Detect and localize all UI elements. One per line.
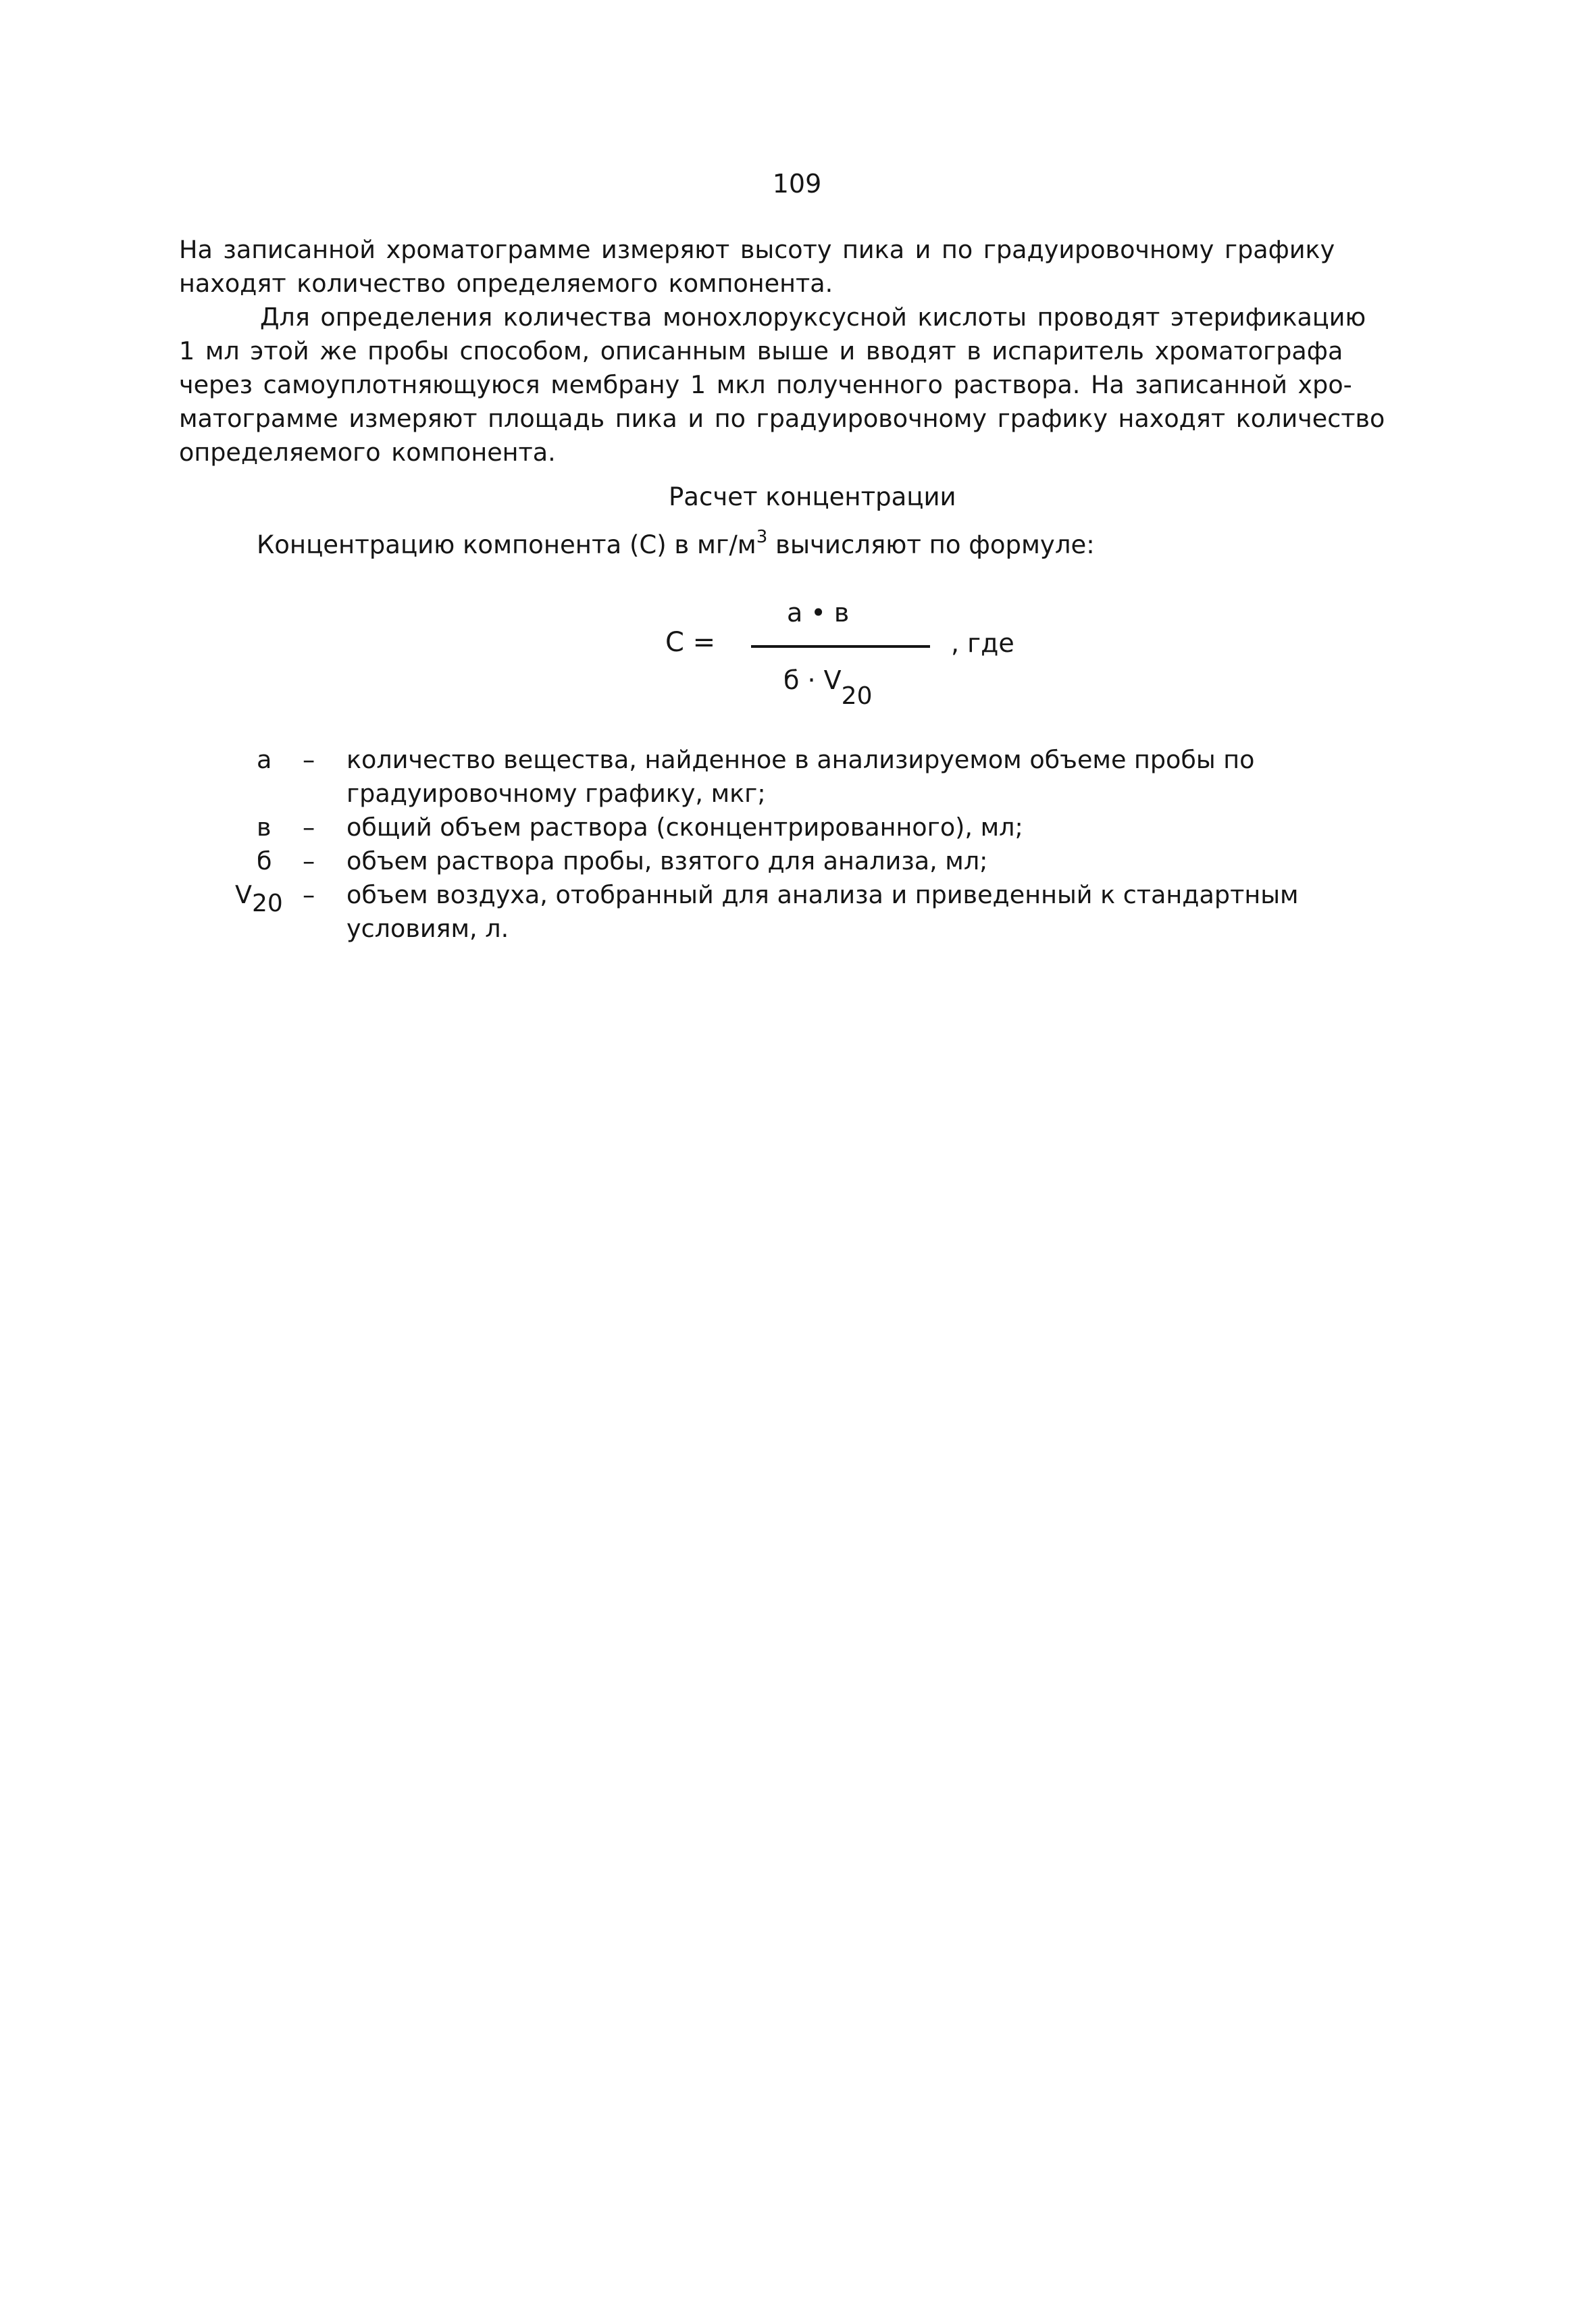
page-number: 109 bbox=[772, 169, 822, 199]
intro-superscript: 3 bbox=[756, 527, 768, 547]
paragraph-line: определяемого компонента. bbox=[179, 438, 556, 467]
legend-line: условиям, л. bbox=[346, 914, 509, 943]
section-title: Расчет концентрации bbox=[669, 482, 956, 511]
paragraph-line: находят количество определяемого компонента. bbox=[179, 269, 833, 298]
legend-symbol bbox=[235, 878, 296, 917]
legend-line: объем раствора пробы, взятого для анализа, мл; bbox=[346, 846, 988, 875]
paragraph-line: 1 мл этой же пробы способом, описанным выше и вводят в испаритель хроматографа bbox=[179, 336, 1343, 365]
paragraph-line: матограмме измеряют площадь пика и по градуировочному графику находят количество bbox=[179, 404, 1385, 433]
legend-description bbox=[346, 743, 1495, 811]
legend-line: объем воздуха, отобранный для анализа и приведенный к стандартным bbox=[346, 880, 1299, 909]
formula-numerator: а • в bbox=[787, 598, 850, 628]
paragraph-line: Для определения количества монохлоруксусной кислоты проводят этерификацию bbox=[260, 303, 1366, 332]
formula-denominator bbox=[783, 665, 873, 710]
legend-description bbox=[346, 811, 1495, 844]
intro-text-after: вычисляют по формуле: bbox=[767, 530, 1095, 559]
denominator-main: б · V bbox=[783, 665, 842, 695]
legend-line: общий объем раствора (сконцентрированного), мл; bbox=[346, 813, 1023, 842]
legend-symbol-subscript: 20 bbox=[251, 890, 283, 917]
legend-dash: – bbox=[303, 880, 315, 909]
formula-suffix: , где bbox=[951, 628, 1014, 658]
paragraph-chromatogram-height bbox=[179, 233, 1462, 301]
paragraph-esterification bbox=[179, 301, 1462, 469]
legend-line: количество вещества, найденное в анализируемом объеме пробы по bbox=[346, 745, 1255, 774]
legend-symbol: в bbox=[257, 813, 272, 842]
formula-intro bbox=[257, 527, 1095, 559]
legend-symbol: а bbox=[257, 745, 272, 774]
legend-description bbox=[346, 844, 1495, 878]
fraction-bar bbox=[751, 645, 930, 648]
legend-symbol: б bbox=[257, 846, 272, 875]
legend-dash: – bbox=[303, 846, 315, 875]
legend-line: градуировочному графику, мкг; bbox=[346, 779, 766, 808]
paragraph-line: На записанной хроматограмме измеряют высоту пика и по градуировочному графику bbox=[179, 235, 1335, 264]
intro-text-before: Концентрацию компонента (С) в мг/м bbox=[257, 530, 756, 559]
legend-dash: – bbox=[303, 813, 315, 842]
formula-left-side: С = bbox=[665, 627, 716, 658]
legend-dash: – bbox=[303, 745, 315, 774]
legend-symbol-main: V bbox=[235, 880, 252, 909]
paragraph-line: через самоуплотняющуюся мембрану 1 мкл полученного раствора. На записанной хро- bbox=[179, 370, 1352, 399]
denominator-subscript: 20 bbox=[841, 682, 873, 710]
legend-description bbox=[346, 878, 1495, 946]
